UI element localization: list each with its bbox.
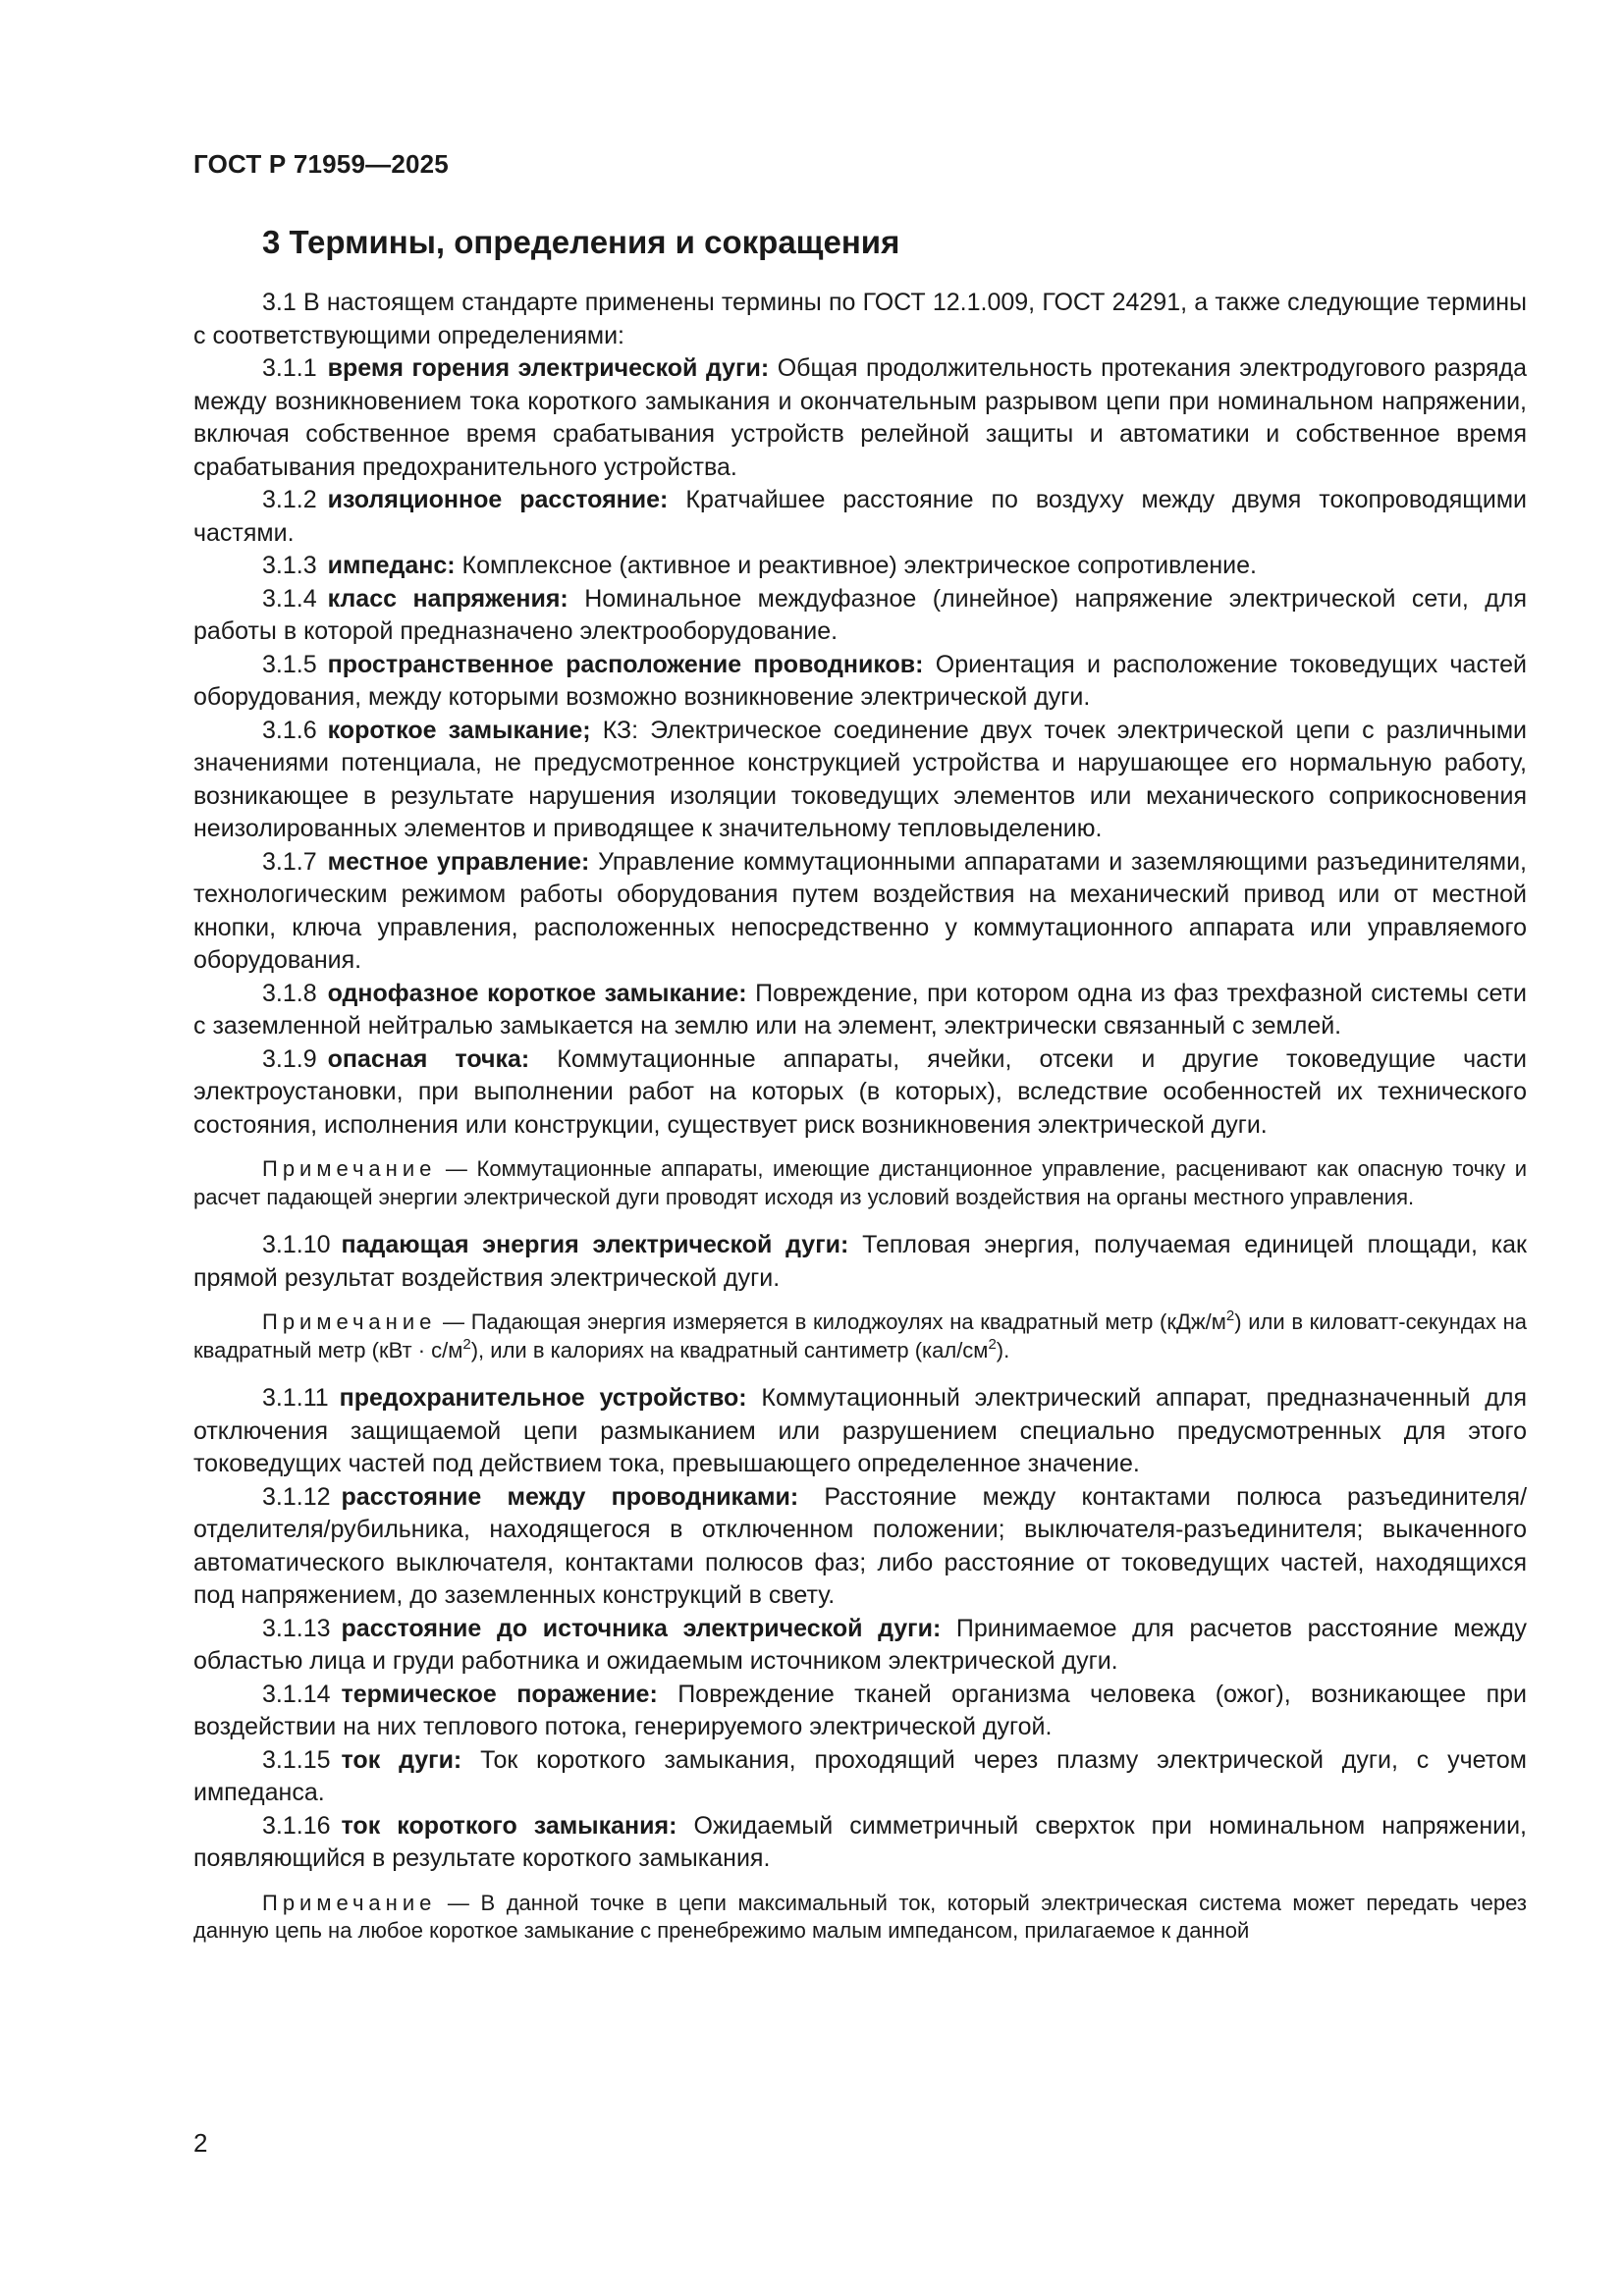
term-definition: Номинальное междуфазное (линейное) напряжение электрической сети, для работы в которой предназначено электрооборудование. [193,584,1528,645]
note-label: Примечание [262,1890,437,1915]
term-name: пространственное расположение проводников: [327,650,924,678]
terms-list [193,352,1527,1142]
term-definition: Ток короткого замыкания, проходящий через плазму электрической дуги, с учетом импеданса. [193,1745,1527,1806]
term-paragraph [193,1679,1527,1744]
term-definition: Тепловая энергия, получаемая единицей площади, как прямой результат воздействия электрической дуги. [193,1231,1527,1292]
intro-paragraph: 3.1 В настоящем стандарте применены термины по ГОСТ 12.1.009, ГОСТ 24291, а также следующие термины с соответствующими определениями: [193,289,1527,349]
term-number: 3.1.6 [262,716,317,744]
term-paragraph [193,1744,1527,1810]
term-name: короткое замыкание; [327,716,591,744]
term-paragraph [193,846,1527,978]
term-paragraph [193,352,1527,484]
note-text: Коммутационные аппараты, имеющие дистанционное управление, расценивают как опасную точку и расчет падающей энергии электрической дуги проводят исходя из условий воздействия на органы местного управления. [193,1156,1527,1209]
term-definition: Ориентация и расположение токоведущих частей оборудования, между которыми возможно возникновение электрической дуги. [193,650,1527,711]
note-label: Примечание [262,1156,437,1181]
term-number: 3.1.15 [262,1745,331,1774]
term-paragraph [193,550,1527,583]
term-name: однофазное короткое замыкание: [327,979,747,1007]
term-name: предохранительное устройство: [339,1384,747,1412]
term-name: ток дуги: [341,1745,462,1774]
term-name: расстояние до источника электрической дуги: [341,1614,942,1642]
term-paragraph [193,715,1527,846]
document-header: ГОСТ Р 71959—2025 [193,149,449,179]
term-number: 3.1.7 [262,847,317,876]
term-definition: Кратчайшее расстояние по воздуху между двумя токопроводящими частями. [193,486,1527,547]
term-name: изоляционное расстояние: [327,486,669,513]
note-paragraph: Примечание — В данной точке в цепи максимальный ток, который электрическая система может передать через данную цепь на любое короткое замыкание с пренебрежимо малым импедансом, прилагаемое к данной [193,1890,1527,1943]
term-paragraph [193,1382,1527,1481]
term-number: 3.1.8 [262,979,317,1007]
term-paragraph [193,978,1527,1043]
term-number: 3.1.10 [262,1231,331,1258]
page-number: 2 [193,2128,208,2158]
term-name: опасная точка: [327,1044,530,1073]
term-definition: Общая продолжительность протекания электродугового разряда между возникновением тока короткого замыкания и окончательным разрывом цепи при номинальном напряжении, включая собственное время срабатывания устройств релейной защиты и автоматики и собственное время срабатывания предохранительного устройства. [193,354,1527,481]
term-number: 3.1.16 [262,1811,331,1840]
note-paragraph: Примечание — Коммутационные аппараты, имеющие дистанционное управление, расценивают как опасную точку и расчет падающей энергии электрической дуги проводят исходя из условий воздействия на органы местного управления. [193,1156,1527,1209]
term-definition: Принимаемое для расчетов расстояние между областью лица и груди работника и ожидаемым источником электрической дуги. [193,1614,1527,1675]
term-paragraph [193,1481,1527,1613]
term-definition: Расстояние между контактами полюса разъединителя/отделителя/рубильника, находящегося в отключенном положении; выключателя-разъединителя; выкаченного автоматического выключателя, контактами полюсов фаз; либо расстояние от токоведущих частей, находящихся под напряжением, до заземленных конструкций в свету. [193,1482,1528,1609]
term-number: 3.1.3 [262,552,317,579]
term-definition: Повреждение, при котором одна из фаз трехфазной системы сети с заземленной нейтралью замыкается на землю или на элемент, электрически связанный с землей. [193,979,1527,1040]
term-definition: Ожидаемый симметричный сверхток при номинальном напряжении, появляющийся в результате короткого замыкания. [193,1811,1527,1872]
term-number: 3.1.12 [262,1482,331,1511]
term-paragraph [193,649,1527,715]
term-paragraph [193,583,1527,649]
terms-list [193,1382,1527,1876]
term-number: 3.1.13 [262,1614,331,1642]
term-number: 3.1.5 [262,650,317,678]
term-paragraph [193,1043,1527,1143]
term-number: 3.1.9 [262,1044,317,1073]
term-definition: Повреждение тканей организма человека (ожог), возникающее при воздействии на них теплового потока, генерируемого электрической дугой. [193,1680,1528,1740]
term-paragraph [193,1229,1527,1295]
term-number: 3.1.11 [262,1384,329,1412]
term-name: ток короткого замыкания: [341,1811,677,1840]
term-definition: Коммутационный электрический аппарат, предназначенный для отключения защищаемой цепи размыканием или разрушением специально предусмотренных для этого токоведущих частей под действием тока, превышающего определенное значение. [193,1384,1527,1477]
term-number: 3.1.4 [262,584,317,613]
term-definition: Управление коммутационными аппаратами и заземляющими разъединителями, технологическим режимом работы оборудования путем воздействия на механический привод или от местной кнопки, ключа управления, расположенных непосредственно у коммутационного аппарата или управляемого оборудования. [193,847,1527,974]
term-definition: Комплексное (активное и реактивное) электрическое сопротивление. [461,552,1257,579]
note-text: В данной точке в цепи максимальный ток, который электрическая система может передать через данную цепь на любое короткое замыкание с пренебрежимо малым импедансом, прилагаемое к данной [193,1890,1527,1943]
term-number: 3.1.14 [262,1680,331,1708]
term-number: 3.1.1 [262,354,317,382]
term-definition: КЗ: Электрическое соединение двух точек электрической цепи с различными значениями потенциала, не предусмотренное конструкцией устройства и нарушающее его нормальную работу, возникающее в результате нарушения изоляции токоведущих элементов или механического соприкосновения неизолированных элементов и приводящее к значительному тепловыделению. [193,716,1527,842]
document-body [193,287,1527,1963]
term-name: термическое поражение: [341,1680,658,1708]
note-label: Примечание [262,1309,437,1334]
term-paragraph [193,484,1527,550]
term-name: импеданс: [327,552,456,579]
section-title: 3 Термины, определения и сокращения [262,224,900,260]
term-name: класс напряжения: [327,584,568,613]
term-name: время горения электрической дуги: [327,354,770,382]
term-name: расстояние между проводниками: [341,1482,799,1511]
note-paragraph: Примечание — Падающая энергия измеряется в килоджоулях на квадратный метр $(кДж/м^2)$ или в киловатт-секундах на квадратный метр $(кВт \cdot с/м^2)$, или в калориях на квадратный сантиметр $(кал/см^2)$. [193,1308,1527,1362]
term-name: местное управление: [327,847,590,876]
term-paragraph [193,1810,1527,1876]
term-definition: Коммутационные аппараты, ячейки, отсеки и другие токоведущие части электроустановки, при выполнении работ на которых (в которых), вследствие особенностей их технического состояния, исполнения или конструкции, существует риск возникновения электрической дуги. [193,1044,1527,1139]
term-number: 3.1.2 [262,486,317,513]
term-name: падающая энергия электрической дуги: [341,1231,849,1258]
term-paragraph [193,1613,1527,1679]
